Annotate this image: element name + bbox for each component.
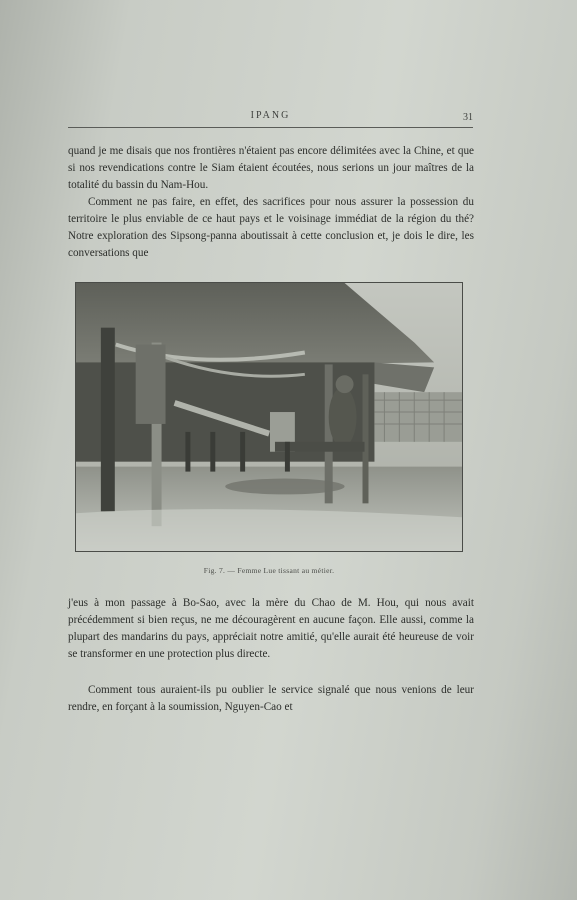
paragraph-2 bbox=[68, 194, 474, 262]
paragraph-3: j'eus à mon passage à Bo-Sao, avec la mère du Chao de M. Hou, qui nous avait précédemment si bien reçus, ne me découragèrent en aucune façon. Elle aussi, comme la plupart des mandarins du pays, appréciait notre amitié, qu'elle aurait été heureuse de voir se transformer en une protection plus directe. bbox=[68, 597, 474, 661]
paragraph-2-text: Comment ne pas faire, en effet, des sacrifices pour nous assurer la possession du territoire le plus enviable de ce haut pays et le voisinage immédiat de la région du thé? Notre exploration des Sipsong-panna aboutissait à cette conclusion et, je dois le dire, les conversations que bbox=[68, 196, 474, 260]
figure-caption: Fig. 7. — Femme Lue tissant au métier. bbox=[203, 566, 335, 575]
weaving-photo bbox=[76, 283, 462, 551]
page-header bbox=[68, 106, 473, 128]
header-rule bbox=[68, 127, 473, 128]
page-number: 31 bbox=[463, 112, 473, 123]
figure-photograph bbox=[75, 282, 463, 552]
paragraph-4 bbox=[68, 682, 474, 716]
running-head: IPANG bbox=[250, 110, 291, 121]
paragraph-1: quand je me disais que nos frontières n'étaient pas encore délimitées avec la Chine, et que si nos revendications contre le Siam étaient écoutées, nous serions un jour maîtres de la totalité du bassin du Nam-Hou. bbox=[68, 145, 474, 192]
paragraph-4-text: Comment tous auraient-ils pu oublier le service signalé que nous venions de leur rendre, en forçant à la soumission, Nguyen-Cao et bbox=[68, 684, 474, 714]
